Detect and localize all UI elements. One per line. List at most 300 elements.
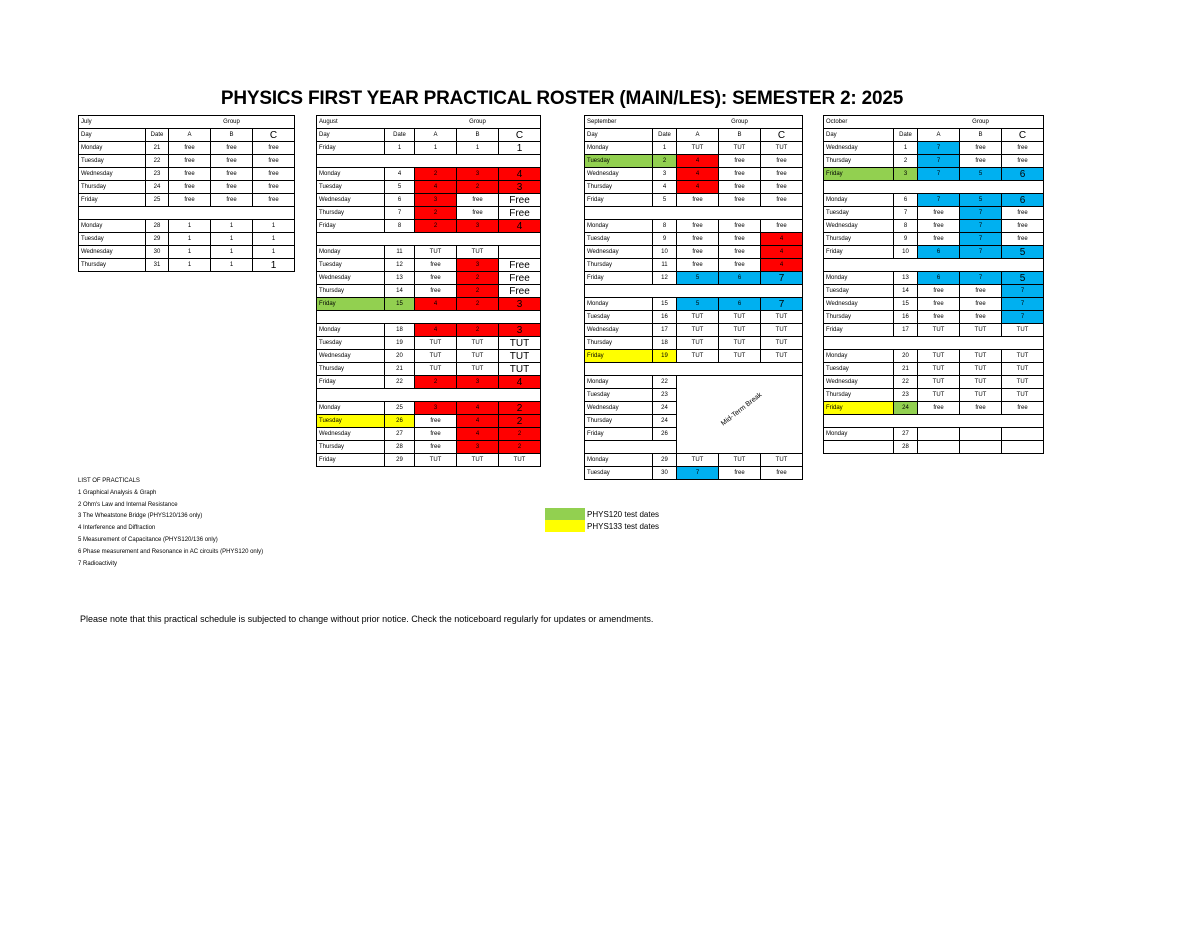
blank-cell — [918, 337, 960, 350]
date-cell: 24 — [146, 181, 169, 194]
group-cell: free — [761, 194, 803, 207]
day-header: Day — [79, 129, 146, 142]
group-cell: free — [1002, 402, 1044, 415]
date-cell: 29 — [653, 454, 677, 467]
day-cell: Wednesday — [79, 246, 146, 259]
group-cell: free — [677, 246, 719, 259]
day-cell: Thursday — [585, 415, 653, 428]
group-cell: 2 — [457, 181, 499, 194]
table-row — [824, 376, 1044, 389]
table-row — [317, 285, 541, 298]
day-cell: Friday — [317, 142, 385, 155]
blank-cell — [719, 363, 761, 376]
date-cell: 15 — [894, 298, 918, 311]
group-cell: TUT — [677, 454, 719, 467]
blank-cell — [719, 285, 761, 298]
blank-row — [317, 155, 541, 168]
date-cell: 4 — [385, 168, 415, 181]
table-row — [585, 194, 803, 207]
group-cell: Free — [499, 207, 541, 220]
blank-cell — [585, 207, 653, 220]
date-cell: 27 — [385, 428, 415, 441]
blank-cell — [894, 181, 918, 194]
legend-label: PHYS120 test dates — [587, 509, 660, 519]
group-cell: free — [415, 415, 457, 428]
group-cell: TUT — [761, 142, 803, 155]
blank-cell — [824, 337, 894, 350]
group-cell: 2 — [415, 376, 457, 389]
table-row — [317, 259, 541, 272]
day-cell: Thursday — [79, 181, 146, 194]
group-cell: TUT — [918, 389, 960, 402]
group-cell: free — [918, 311, 960, 324]
group-cell: free — [415, 259, 457, 272]
blank-cell — [918, 415, 960, 428]
day-cell: Wednesday — [79, 168, 146, 181]
group-col-header: B — [960, 129, 1002, 142]
group-cell: TUT — [499, 454, 541, 467]
group-cell: 6 — [1002, 194, 1044, 207]
group-cell: TUT — [415, 350, 457, 363]
day-cell: Monday — [824, 194, 894, 207]
table-row — [317, 363, 541, 376]
day-cell: Wednesday — [585, 324, 653, 337]
month-table-september — [584, 115, 803, 480]
practical-item: 1 Graphical Analysis & Graph — [78, 489, 157, 496]
column-header-row — [585, 129, 803, 142]
group-cell: TUT — [960, 324, 1002, 337]
blank-cell — [317, 311, 385, 324]
page-title: PHYSICS FIRST YEAR PRACTICAL ROSTER (MAIN/LES): SEMESTER 2: 2025 — [220, 88, 904, 109]
group-col-header: A — [677, 129, 719, 142]
group-cell: 1 — [211, 233, 253, 246]
table-row — [824, 207, 1044, 220]
day-cell: Thursday — [824, 233, 894, 246]
table-row — [317, 220, 541, 233]
day-cell: Monday — [585, 142, 653, 155]
blank-row — [79, 207, 295, 220]
group-cell: 3 — [415, 402, 457, 415]
group-col-header: A — [415, 129, 457, 142]
blank-cell — [317, 389, 385, 402]
group-cell: TUT — [918, 324, 960, 337]
group-cell: 7 — [960, 246, 1002, 259]
table-row — [824, 246, 1044, 259]
table-row — [317, 142, 541, 155]
group-cell: TUT — [960, 389, 1002, 402]
group-cell: 7 — [761, 272, 803, 285]
table-row — [824, 220, 1044, 233]
group-cell: TUT — [1002, 376, 1044, 389]
group-cell: free — [918, 207, 960, 220]
day-cell: Tuesday — [585, 467, 653, 480]
day-cell: Monday — [585, 454, 653, 467]
blank-cell — [824, 181, 894, 194]
group-cell: free — [415, 272, 457, 285]
table-row — [317, 376, 541, 389]
blank-cell — [653, 285, 677, 298]
date-cell: 28 — [894, 441, 918, 454]
date-cell: 23 — [146, 168, 169, 181]
blank-row — [824, 259, 1044, 272]
group-cell: free — [415, 441, 457, 454]
group-cell: TUT — [761, 337, 803, 350]
group-cell: 4 — [457, 415, 499, 428]
month-header-row — [79, 116, 295, 129]
blank-row — [317, 389, 541, 402]
blank-cell — [824, 259, 894, 272]
day-cell: Wednesday — [824, 298, 894, 311]
group-col-header: C — [499, 129, 541, 142]
group-cell: free — [253, 155, 295, 168]
blank-cell — [499, 311, 541, 324]
table-row — [317, 350, 541, 363]
group-cell: 2 — [415, 168, 457, 181]
table-row — [824, 402, 1044, 415]
blank-cell — [1002, 337, 1044, 350]
table-row — [824, 428, 1044, 441]
day-cell: Friday — [824, 324, 894, 337]
group-cell: 2 — [499, 441, 541, 454]
blank-cell — [761, 285, 803, 298]
group-cell: TUT — [1002, 350, 1044, 363]
table-row — [585, 324, 803, 337]
date-cell: 23 — [894, 389, 918, 402]
group-cell: 3 — [457, 376, 499, 389]
group-cell: TUT — [415, 246, 457, 259]
date-cell: 20 — [385, 350, 415, 363]
date-cell: 22 — [385, 376, 415, 389]
day-cell: Tuesday — [317, 337, 385, 350]
group-cell: 7 — [918, 142, 960, 155]
day-cell: Thursday — [79, 259, 146, 272]
date-cell: 21 — [146, 142, 169, 155]
date-cell: 22 — [894, 376, 918, 389]
blank-cell — [894, 337, 918, 350]
header-empty — [499, 116, 541, 129]
day-header: Day — [824, 129, 894, 142]
group-cell: 1 — [253, 220, 295, 233]
date-cell: 14 — [385, 285, 415, 298]
group-cell: 7 — [960, 207, 1002, 220]
group-cell: TUT — [761, 350, 803, 363]
group-cell: 2 — [415, 207, 457, 220]
day-cell: Tuesday — [317, 415, 385, 428]
blank-cell — [653, 363, 677, 376]
group-cell: 1 — [253, 246, 295, 259]
group-cell: 3 — [457, 220, 499, 233]
date-cell: 24 — [894, 402, 918, 415]
group-cell — [1002, 428, 1044, 441]
group-cell: TUT — [677, 337, 719, 350]
table-row — [824, 298, 1044, 311]
table-row — [585, 168, 803, 181]
day-cell: Wednesday — [824, 220, 894, 233]
group-cell: free — [761, 467, 803, 480]
group-cell: TUT — [677, 311, 719, 324]
date-cell: 15 — [653, 298, 677, 311]
group-cell: 4 — [457, 428, 499, 441]
practical-item: 4 Interference and Diffraction — [78, 525, 156, 532]
blank-cell — [457, 155, 499, 168]
blank-row — [824, 415, 1044, 428]
group-cell: 3 — [457, 259, 499, 272]
blank-cell — [585, 363, 653, 376]
day-cell: Thursday — [317, 441, 385, 454]
group-cell: 1 — [253, 233, 295, 246]
date-cell: 28 — [146, 220, 169, 233]
month-table-august — [316, 115, 541, 467]
group-cell: 1 — [169, 220, 211, 233]
table-row — [79, 181, 295, 194]
table-row — [317, 298, 541, 311]
table-row — [824, 168, 1044, 181]
day-cell: Tuesday — [585, 233, 653, 246]
month-name: July — [79, 116, 146, 129]
day-cell: Tuesday — [79, 155, 146, 168]
day-cell — [824, 441, 894, 454]
blank-cell — [894, 415, 918, 428]
group-col-header: B — [457, 129, 499, 142]
date-cell: 3 — [653, 168, 677, 181]
blank-row — [824, 181, 1044, 194]
blank-cell — [960, 259, 1002, 272]
group-cell: TUT — [719, 142, 761, 155]
schedule-note: Please note that this practical schedule is subjected to change without prior notice. Check the noticeboard regularly for updates or amendments. — [80, 614, 654, 624]
group-cell: free — [719, 467, 761, 480]
group-cell: free — [761, 220, 803, 233]
group-cell: 4 — [761, 246, 803, 259]
group-cell: free — [918, 402, 960, 415]
day-cell: Tuesday — [585, 155, 653, 168]
table-row — [585, 181, 803, 194]
header-empty — [385, 116, 415, 129]
group-cell: free — [253, 181, 295, 194]
table-row — [79, 246, 295, 259]
group-col-header: C — [1002, 129, 1044, 142]
day-cell: Wednesday — [317, 350, 385, 363]
table-row — [824, 285, 1044, 298]
practical-item: 7 Radioactivity — [78, 560, 118, 567]
day-cell: Tuesday — [824, 207, 894, 220]
group-cell: free — [918, 220, 960, 233]
table-row — [79, 220, 295, 233]
group-cell: TUT — [499, 350, 541, 363]
day-cell: Wednesday — [317, 428, 385, 441]
group-label: Group — [960, 116, 1002, 129]
day-cell: Wednesday — [585, 246, 653, 259]
date-header: Date — [653, 129, 677, 142]
group-cell: 3 — [499, 298, 541, 311]
date-cell: 23 — [653, 389, 677, 402]
blank-cell — [960, 337, 1002, 350]
blank-cell — [653, 441, 677, 454]
practical-item: 3 The Wheatstone Bridge (PHYS120/136 only) — [78, 513, 203, 520]
group-cell: 1 — [499, 142, 541, 155]
group-cell: 7 — [1002, 285, 1044, 298]
group-cell: 1 — [457, 142, 499, 155]
day-cell: Thursday — [585, 259, 653, 272]
blank-cell — [253, 207, 295, 220]
date-cell: 2 — [894, 155, 918, 168]
table-row — [824, 350, 1044, 363]
table-row — [79, 155, 295, 168]
month-name: September — [585, 116, 653, 129]
blank-cell — [918, 259, 960, 272]
date-cell: 24 — [653, 402, 677, 415]
group-cell: 1 — [211, 220, 253, 233]
group-cell: free — [761, 168, 803, 181]
day-cell: Wednesday — [317, 272, 385, 285]
day-cell: Tuesday — [317, 259, 385, 272]
day-cell: Friday — [585, 272, 653, 285]
month-name: August — [317, 116, 385, 129]
blank-cell — [317, 233, 385, 246]
date-cell: 17 — [653, 324, 677, 337]
date-cell: 5 — [653, 194, 677, 207]
group-cell: TUT — [960, 363, 1002, 376]
group-cell: 7 — [677, 467, 719, 480]
header-empty — [415, 116, 457, 129]
practical-item: 2 Ohm's Law and Internal Resistance — [78, 501, 178, 508]
group-cell: 7 — [960, 233, 1002, 246]
group-cell: free — [719, 246, 761, 259]
group-cell: free — [211, 181, 253, 194]
date-cell: 22 — [653, 376, 677, 389]
day-cell: Friday — [317, 220, 385, 233]
blank-cell — [824, 415, 894, 428]
group-cell: free — [719, 168, 761, 181]
day-cell: Friday — [317, 376, 385, 389]
table-row — [317, 181, 541, 194]
day-cell: Wednesday — [585, 168, 653, 181]
group-cell: TUT — [1002, 324, 1044, 337]
date-cell: 12 — [385, 259, 415, 272]
group-cell: 7 — [918, 194, 960, 207]
blank-cell — [415, 311, 457, 324]
day-cell: Monday — [317, 246, 385, 259]
group-col-header: B — [211, 129, 253, 142]
day-cell: Monday — [824, 428, 894, 441]
mid-term-break-cell — [677, 376, 803, 454]
day-cell: Wednesday — [824, 376, 894, 389]
blank-cell — [385, 389, 415, 402]
group-cell: free — [719, 259, 761, 272]
date-cell: 7 — [385, 207, 415, 220]
date-cell: 10 — [653, 246, 677, 259]
group-label: Group — [211, 116, 253, 129]
group-label: Group — [719, 116, 761, 129]
blank-cell — [79, 207, 146, 220]
table-row — [317, 324, 541, 337]
table-row — [585, 272, 803, 285]
blank-cell — [677, 363, 719, 376]
blank-row — [585, 363, 803, 376]
blank-cell — [457, 311, 499, 324]
group-cell: free — [253, 168, 295, 181]
group-cell: 3 — [415, 194, 457, 207]
table-row — [585, 155, 803, 168]
group-cell: free — [677, 220, 719, 233]
header-empty — [894, 116, 918, 129]
day-cell: Friday — [585, 194, 653, 207]
group-cell — [499, 246, 541, 259]
group-cell: 1 — [169, 233, 211, 246]
date-cell: 10 — [894, 246, 918, 259]
table-row — [79, 194, 295, 207]
group-cell: TUT — [761, 311, 803, 324]
blank-cell — [499, 155, 541, 168]
group-cell: free — [169, 155, 211, 168]
group-cell: TUT — [761, 324, 803, 337]
table-row — [585, 337, 803, 350]
group-cell: 4 — [677, 168, 719, 181]
header-empty — [653, 116, 677, 129]
table-row — [79, 259, 295, 272]
group-cell: TUT — [918, 350, 960, 363]
date-cell: 6 — [385, 194, 415, 207]
group-cell — [960, 428, 1002, 441]
group-cell: free — [1002, 142, 1044, 155]
group-cell: TUT — [499, 363, 541, 376]
group-cell: 3 — [457, 168, 499, 181]
group-cell: TUT — [677, 350, 719, 363]
group-cell: free — [960, 142, 1002, 155]
group-cell: 1 — [169, 259, 211, 272]
table-row — [585, 311, 803, 324]
legend-swatch-green — [545, 508, 585, 520]
blank-cell — [457, 233, 499, 246]
group-cell: free — [211, 194, 253, 207]
blank-cell — [457, 389, 499, 402]
blank-cell — [894, 259, 918, 272]
day-cell: Monday — [79, 142, 146, 155]
blank-cell — [499, 233, 541, 246]
date-cell: 13 — [385, 272, 415, 285]
group-cell: free — [761, 155, 803, 168]
group-cell: free — [719, 194, 761, 207]
day-header: Day — [317, 129, 385, 142]
group-cell: free — [169, 194, 211, 207]
date-cell: 31 — [146, 259, 169, 272]
date-cell: 5 — [385, 181, 415, 194]
date-cell: 22 — [146, 155, 169, 168]
table-row — [824, 441, 1044, 454]
date-cell: 18 — [385, 324, 415, 337]
date-cell: 7 — [894, 207, 918, 220]
blank-row — [317, 233, 541, 246]
day-cell: Thursday — [317, 285, 385, 298]
date-cell: 30 — [653, 467, 677, 480]
header-empty — [918, 116, 960, 129]
table-row — [824, 155, 1044, 168]
date-cell: 25 — [146, 194, 169, 207]
table-row — [585, 350, 803, 363]
day-cell: Wednesday — [585, 402, 653, 415]
day-cell: Monday — [585, 376, 653, 389]
blank-cell — [719, 207, 761, 220]
date-cell: 12 — [653, 272, 677, 285]
group-cell: free — [211, 142, 253, 155]
table-row — [824, 194, 1044, 207]
group-cell: free — [253, 142, 295, 155]
group-cell: 6 — [918, 246, 960, 259]
table-row — [824, 324, 1044, 337]
group-cell: 4 — [457, 402, 499, 415]
group-cell: 4 — [499, 376, 541, 389]
group-col-header: C — [761, 129, 803, 142]
group-cell: free — [719, 181, 761, 194]
